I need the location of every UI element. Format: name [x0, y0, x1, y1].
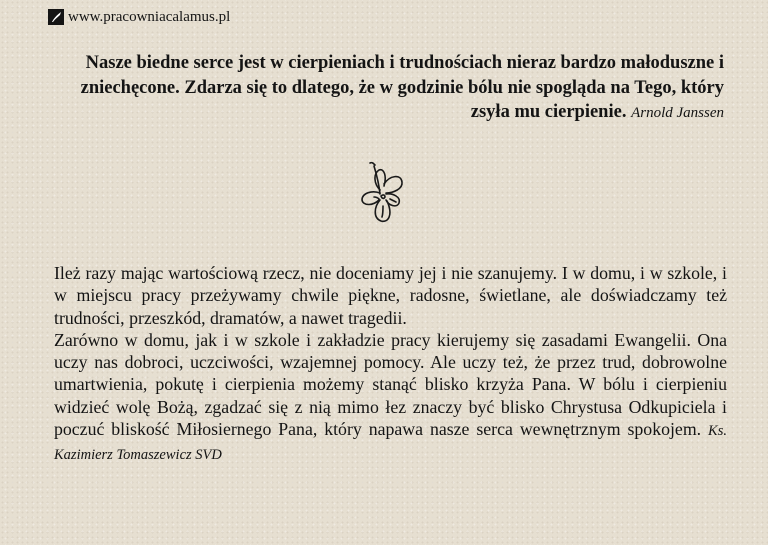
- quote-text: Nasze biedne serce jest w cierpieniach i trudnościach nieraz bardzo małoduszne i zniechęcone. Zdarza się to dlatego, że w godzinie bólu nie spogląda na Tego, który zsyła mu cierpienie.: [80, 53, 724, 122]
- article-author: Ks. Kazimierz Tomaszewicz SVD: [54, 423, 727, 464]
- paragraph: [54, 329, 727, 467]
- quote-block: [52, 51, 724, 126]
- site-header: [48, 9, 230, 25]
- paragraph: Ileż razy mając wartościową rzecz, nie doceniamy jej i nie szanujemy. I w domu, i w szkole, i w miejscu pracy przeżywamy chwile piękne, radosne, świetlane, ale doświadczamy też trudności, przeszkód, dramatów, a nawet tragedii.: [54, 263, 727, 328]
- violet-flower-icon: [346, 160, 418, 226]
- site-url-link[interactable]: www.pracowniacalamus.pl: [68, 9, 231, 25]
- article-body: [54, 262, 727, 467]
- calamus-logo-icon: [48, 9, 64, 25]
- paragraph-text: Zarówno w domu, jak i w szkole i zakładzie pracy kierujemy się zasadami Ewangelii. Ona uczy nas dobroci, uczciwości, wzajemnej pomocy. Ale uczy też, że przez trud, dobrowolne umartwienia, pokutę i cierpienia możemy stanąć blisko krzyża Pana. W bólu i cierpieniu widzieć wolę Bożą, zgadzać się z nią mimo łez znaczy być blisko Chrystusa Odkupiciela i poczuć bliskość Miłosiernego Pana, który napawa nasze serca wewnętrznym spokojem.: [54, 329, 727, 440]
- quote-author: Arnold Janssen: [631, 105, 724, 121]
